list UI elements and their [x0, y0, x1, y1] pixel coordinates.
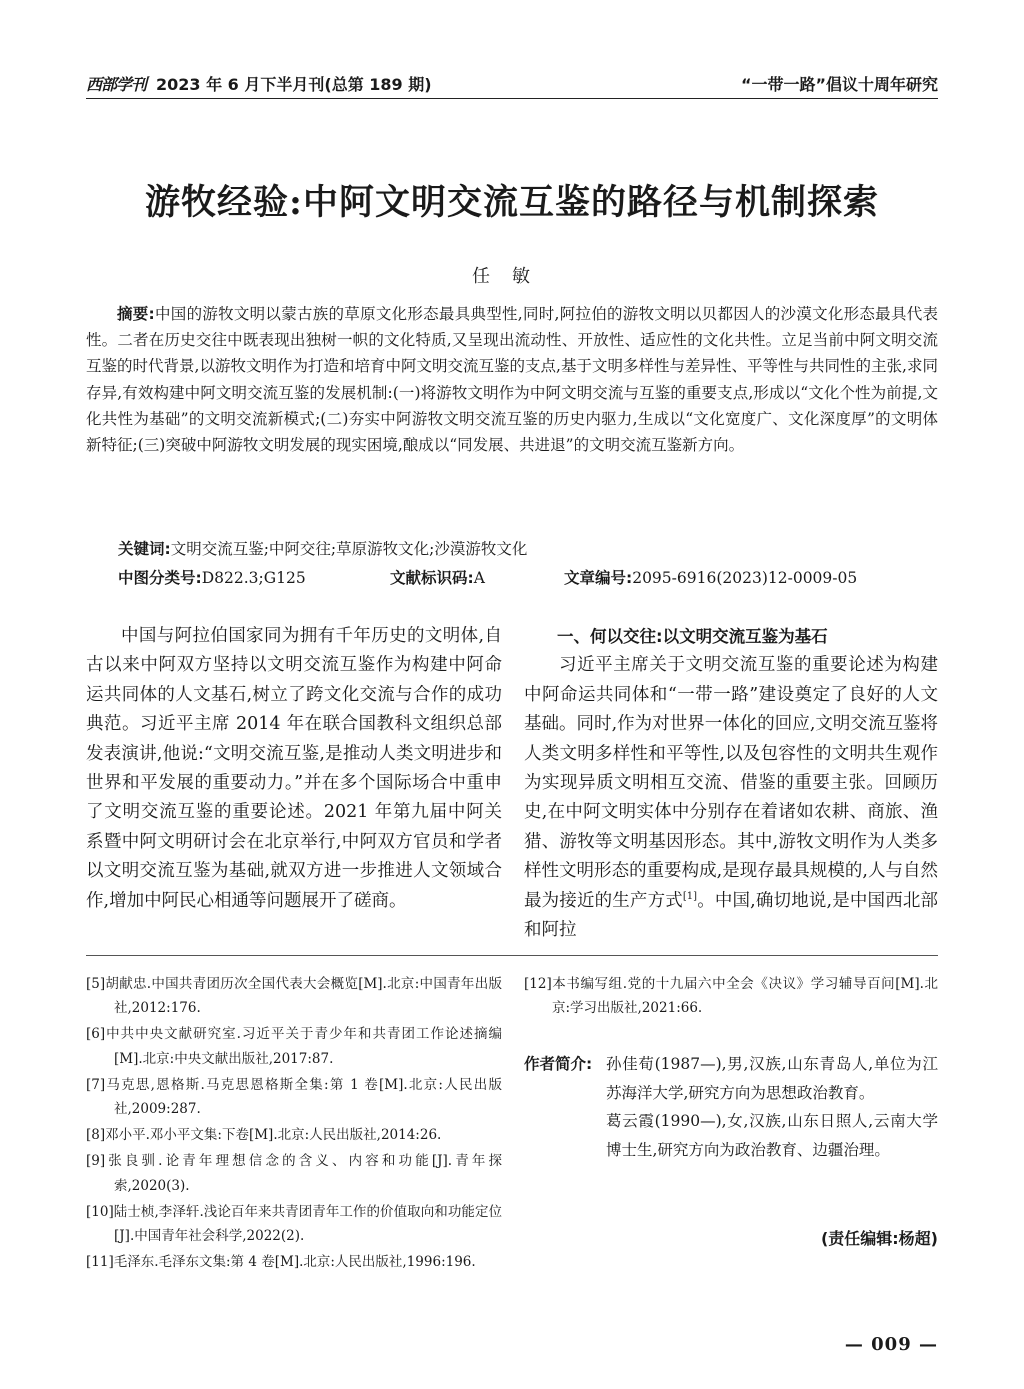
author-info	[524, 1050, 938, 1164]
article-title: 游牧经验:中阿文明交流互鉴的路径与机制探索	[145, 182, 879, 223]
citation-marker: [1]	[682, 890, 698, 902]
reference-item: [7]马克思,恩格斯.马克思恩格斯全集:第 1 卷[M].北京:人民出版社,2009:287.	[86, 1076, 502, 1118]
section-heading: 一、何以交往:以文明交流互鉴为基石	[557, 627, 828, 646]
reference-item: [12]本书编写组.党的十九届六中全会《决议》学习辅导百问[M].北京:学习出版社,2021:66.	[524, 976, 938, 1017]
keywords-text: 文明交流互鉴;中阿交往;草原游牧文化;沙漠游牧文化	[170, 540, 528, 558]
page-number: — 009 —	[844, 1334, 938, 1355]
references-right	[524, 972, 938, 1022]
column-name: “一带一路”倡议十周年研究	[740, 75, 938, 94]
clc-code: 中图分类号:D822.3;G125	[118, 569, 306, 587]
issue-info: 2023 年 6 月下半月刊(总第 189 期)	[156, 75, 432, 94]
journal-logo: 西部学刊	[86, 75, 147, 94]
document-code: 文献标识码:A	[390, 569, 485, 587]
article-author: 任敏	[472, 266, 552, 287]
reference-item: [10]陆士桢,李泽轩.浅论百年来共青团青年工作的价值取向和功能定位[J].中国青年社会科学,2022(2).	[86, 1203, 502, 1245]
body-paragraph: 中国与阿拉伯国家同为拥有千年历史的文明体,自古以来中阿双方坚持以文明交流互鉴作为构建中阿命运共同体的人文基石,树立了跨文化交流与合作的成功典范。习近平主席 2014 年在联合国教科文组织总部发表演讲,他说:“文明交流互鉴,是推动人类文明进步和世界和平发展的重要动力。”并在多个国际场合中重申了文明交流互鉴的重要论述。2021 年第九届中阿关系暨中阿文明研讨会在北京举行,中阿双方官员和学者以文明交流互鉴为基础,就双方进一步推进人文领域合作,增加中阿民心相通等问题展开了磋商。	[86, 626, 502, 911]
author-bio: 孙佳荀(1987—),男,汉族,山东青岛人,单位为江苏海洋大学,研究方向为思想政治教育。	[606, 1055, 938, 1102]
abstract	[86, 301, 938, 458]
author-info-label: 作者简介:	[524, 1055, 593, 1073]
reference-item: [11]毛泽东.毛泽东文集:第 4 卷[M].北京:人民出版社,1996:196.	[86, 1254, 476, 1271]
references-left	[86, 972, 502, 1276]
keywords-label: 关键词:	[118, 540, 171, 558]
body-paragraph: 习近平主席关于文明交流互鉴的重要论述为构建中阿命运共同体和“一带一路”建设奠定了良好的人文基础。同时,作为对世界一体化的回应,文明交流互鉴将人类文明多样性和平等性,以及包容性的文明共生观作为实现异质文明相互交流、借鉴的重要主张。回顾历史,在中阿文明实体中分别存在着诸如农耕、商旅、渔猎、游牧等文明基因形态。其中,游牧文明作为人类多样性文明形态的重要构成,是现存最具规模的,人与自然最为接近的生产方式[1]。中国,确切地说,是中国西北部和阿拉	[524, 655, 939, 941]
body-column-right	[524, 622, 938, 945]
author-bio: 葛云霞(1990—),女,汉族,山东日照人,云南大学博士生,研究方向为政治教育、边疆治理。	[606, 1112, 938, 1159]
running-header	[86, 68, 938, 99]
abstract-text: 中国的游牧文明以蒙古族的草原文化形态最具典型性,同时,阿拉伯的游牧文明以贝都因人的沙漠文化形态最具代表性。二者在历史交往中既表现出独树一帜的文化特质,又呈现出流动性、开放性、适应性的文化共性。立足当前中阿文明交流互鉴的时代背景,以游牧文明作为打造和培育中阿文明交流互鉴的支点,基于文明多样性与差异性、平等性与共同性的主张,求同存异,有效构建中阿文明交流互鉴的发展机制:(一)将游牧文明作为中阿文明交流与互鉴的重要支点,形成以“文化个性为前提,文化共性为基础”的文明交流新模式;(二)夯实中阿游牧文明交流互鉴的历史内驱力,生成以“文化宽度广、文化深度厚”的文明体新特征;(三)突破中阿游牧文明发展的现实困境,酿成以“同发展、共进退”的文明交流互鉴新方向。	[86, 305, 939, 455]
reference-item: [9]张良驯.论青年理想信念的含义、内容和功能[J].青年探索,2020(3).	[86, 1153, 502, 1194]
body-column-left	[86, 622, 502, 916]
keywords	[118, 537, 527, 559]
responsible-editor: (责任编辑:杨超)	[820, 1229, 938, 1248]
article-number: 文章编号:2095-6916(2023)12-0009-05	[564, 569, 858, 587]
footnote-divider	[86, 955, 938, 956]
reference-item: [6]中共中央文献研究室.习近平关于青少年和共青团工作论述摘编[M].北京:中央文献出版社,2017:87.	[86, 1026, 502, 1067]
abstract-label: 摘要:	[117, 305, 155, 323]
reference-item: [8]邓小平.邓小平文集:下卷[M].北京:人民出版社,2014:26.	[86, 1127, 442, 1144]
reference-item: [5]胡献忠.中国共青团历次全国代表大会概览[M].北京:中国青年出版社,2012:176.	[86, 976, 502, 1017]
